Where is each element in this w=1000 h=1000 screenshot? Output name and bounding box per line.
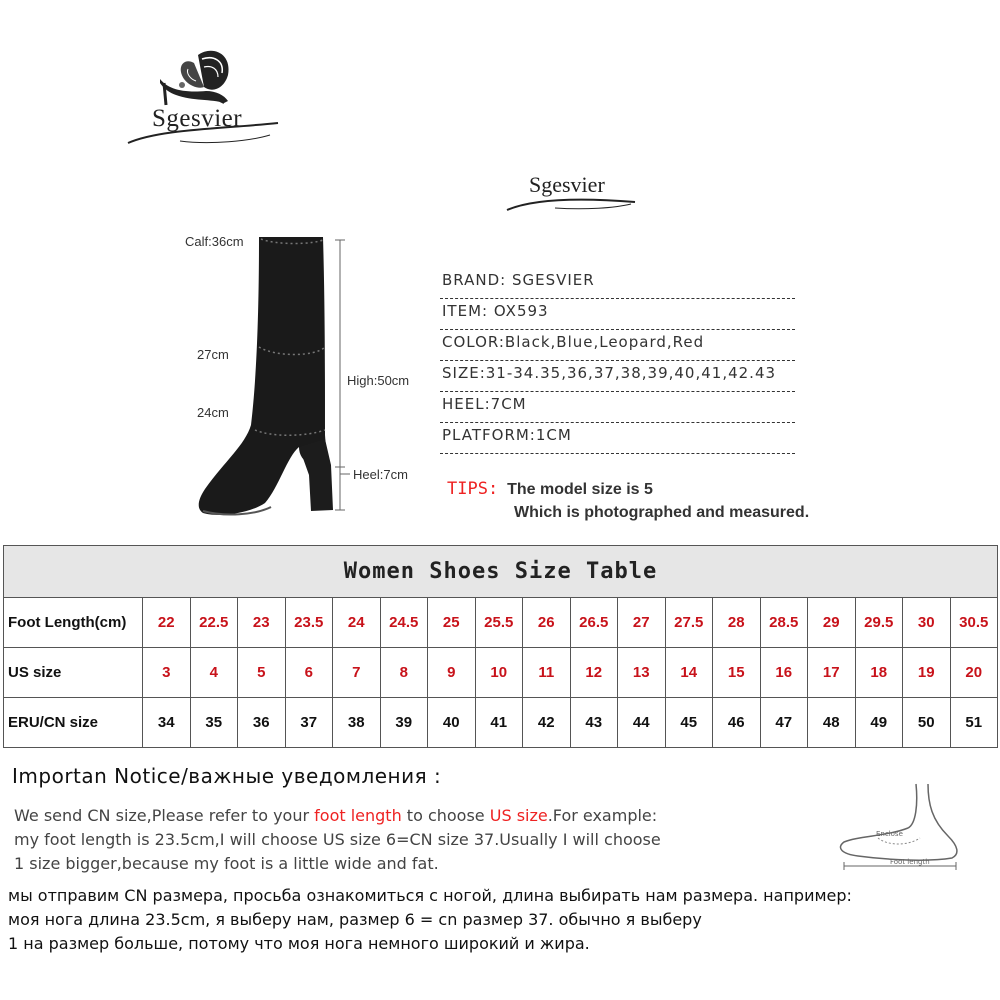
row-label: Foot Length(cm) (4, 598, 143, 648)
lower-measurement: 24cm (197, 405, 229, 420)
size-cell: 35 (190, 698, 238, 748)
us-size-highlight: US size (489, 806, 548, 825)
size-cell: 49 (855, 698, 903, 748)
table-row (4, 698, 998, 748)
spec-item: ITEM: OX593 (440, 299, 795, 330)
size-cell: 6 (285, 648, 333, 698)
product-specs (440, 268, 795, 454)
size-cell: 36 (238, 698, 286, 748)
notice-ru-line-1: мы отправим CN размера, просьба ознакомиться с ногой, длина выбирать нам размера. например: (8, 886, 852, 905)
spec-size: SIZE:31-34.35,36,37,38,39,40,41,42.43 (440, 361, 795, 392)
height-measurement: High:50cm (347, 373, 410, 388)
size-cell: 38 (333, 698, 381, 748)
size-cell: 9 (428, 648, 476, 698)
size-cell: 51 (950, 698, 998, 748)
size-cell: 37 (285, 698, 333, 748)
size-cell: 30 (903, 598, 951, 648)
notice-text: We send CN size,Please refer to your (14, 806, 315, 825)
size-cell: 28.5 (760, 598, 808, 648)
size-cell: 23 (238, 598, 286, 648)
size-cell: 30.5 (950, 598, 998, 648)
notice-text: to choose (401, 806, 490, 825)
size-cell: 24 (333, 598, 381, 648)
table-row (4, 598, 998, 648)
size-cell: 15 (713, 648, 761, 698)
size-cell: 40 (428, 698, 476, 748)
brand-name-small: Sgesvier (529, 172, 605, 197)
size-cell: 43 (570, 698, 618, 748)
brand-logo-small (505, 168, 640, 218)
size-table-title: Women Shoes Size Table (4, 546, 998, 598)
size-table (3, 545, 997, 748)
foot-length-highlight: foot length (314, 806, 402, 825)
brand-name: Sgesvier (152, 105, 243, 132)
logo-swoosh-icon (505, 168, 640, 218)
size-cell: 50 (903, 698, 951, 748)
notice-title: Importan Notice/важные уведомления : (12, 764, 442, 788)
notice-text: .For example: (547, 806, 658, 825)
size-cell: 24.5 (380, 598, 428, 648)
size-cell: 25.5 (475, 598, 523, 648)
brand-logo (120, 45, 290, 155)
size-cell: 46 (713, 698, 761, 748)
size-cell: 39 (380, 698, 428, 748)
foot-icon (828, 780, 988, 875)
size-cell: 27 (618, 598, 666, 648)
upper-measurement: 27cm (197, 347, 229, 362)
high-heel-butterfly-icon (120, 45, 290, 155)
size-cell: 28 (713, 598, 761, 648)
calf-measurement: Calf:36cm (185, 234, 244, 249)
size-cell: 27.5 (665, 598, 713, 648)
size-cell: 22 (143, 598, 191, 648)
size-cell: 13 (618, 648, 666, 698)
size-cell: 22.5 (190, 598, 238, 648)
notice-en-line-1 (14, 804, 804, 828)
size-cell: 8 (380, 648, 428, 698)
tips-text-1: The model size is 5 (507, 481, 653, 498)
size-cell: 47 (760, 698, 808, 748)
tips-text-2: Which is photographed and measured. (514, 504, 810, 521)
foot-measure-diagram (828, 780, 988, 875)
size-cell: 26 (523, 598, 571, 648)
size-cell: 5 (238, 648, 286, 698)
size-cell: 18 (855, 648, 903, 698)
size-cell: 44 (618, 698, 666, 748)
size-cell: 10 (475, 648, 523, 698)
size-cell: 12 (570, 648, 618, 698)
notice-english (14, 804, 804, 876)
size-cell: 23.5 (285, 598, 333, 648)
size-cell: 42 (523, 698, 571, 748)
size-cell: 3 (143, 648, 191, 698)
size-cell: 29 (808, 598, 856, 648)
size-cell: 20 (950, 648, 998, 698)
size-cell: 41 (475, 698, 523, 748)
notice-en-line-3: 1 size bigger,because my foot is a little wide and fat. (14, 854, 439, 873)
size-cell: 26.5 (570, 598, 618, 648)
enclose-label: Enclose (876, 830, 903, 838)
heel-measurement: Heel:7cm (353, 467, 408, 482)
size-cell: 25 (428, 598, 476, 648)
row-label: US size (4, 648, 143, 698)
size-cell: 14 (665, 648, 713, 698)
notice-ru-line-2: моя нога длина 23.5cm, я выберу нам, размер 6 = cn размер 37. обычно я выберу (8, 910, 702, 929)
size-cell: 16 (760, 648, 808, 698)
tips-label: TIPS: (447, 479, 499, 499)
spec-platform: PLATFORM:1CM (440, 423, 795, 454)
notice-ru-line-3: 1 на размер больше, потому что моя нога немного широкий и жира. (8, 934, 590, 953)
notice-en-line-2: my foot length is 23.5cm,I will choose US size 6=CN size 37.Usually I will choose (14, 830, 661, 849)
notice-russian (8, 884, 988, 956)
row-label: ERU/CN size (4, 698, 143, 748)
size-cell: 29.5 (855, 598, 903, 648)
size-cell: 19 (903, 648, 951, 698)
size-cell: 45 (665, 698, 713, 748)
spec-brand: BRAND: SGESVIER (440, 268, 795, 299)
size-cell: 11 (523, 648, 571, 698)
size-cell: 17 (808, 648, 856, 698)
boot-illustration (175, 225, 435, 525)
table-row (4, 648, 998, 698)
size-cell: 7 (333, 648, 381, 698)
size-cell: 48 (808, 698, 856, 748)
spec-heel: HEEL:7CM (440, 392, 795, 423)
spec-color: COLOR:Black,Blue,Leopard,Red (440, 330, 795, 361)
size-cell: 4 (190, 648, 238, 698)
foot-length-label: Foot length (890, 858, 930, 866)
tips-line-1 (447, 479, 653, 499)
size-cell: 34 (143, 698, 191, 748)
